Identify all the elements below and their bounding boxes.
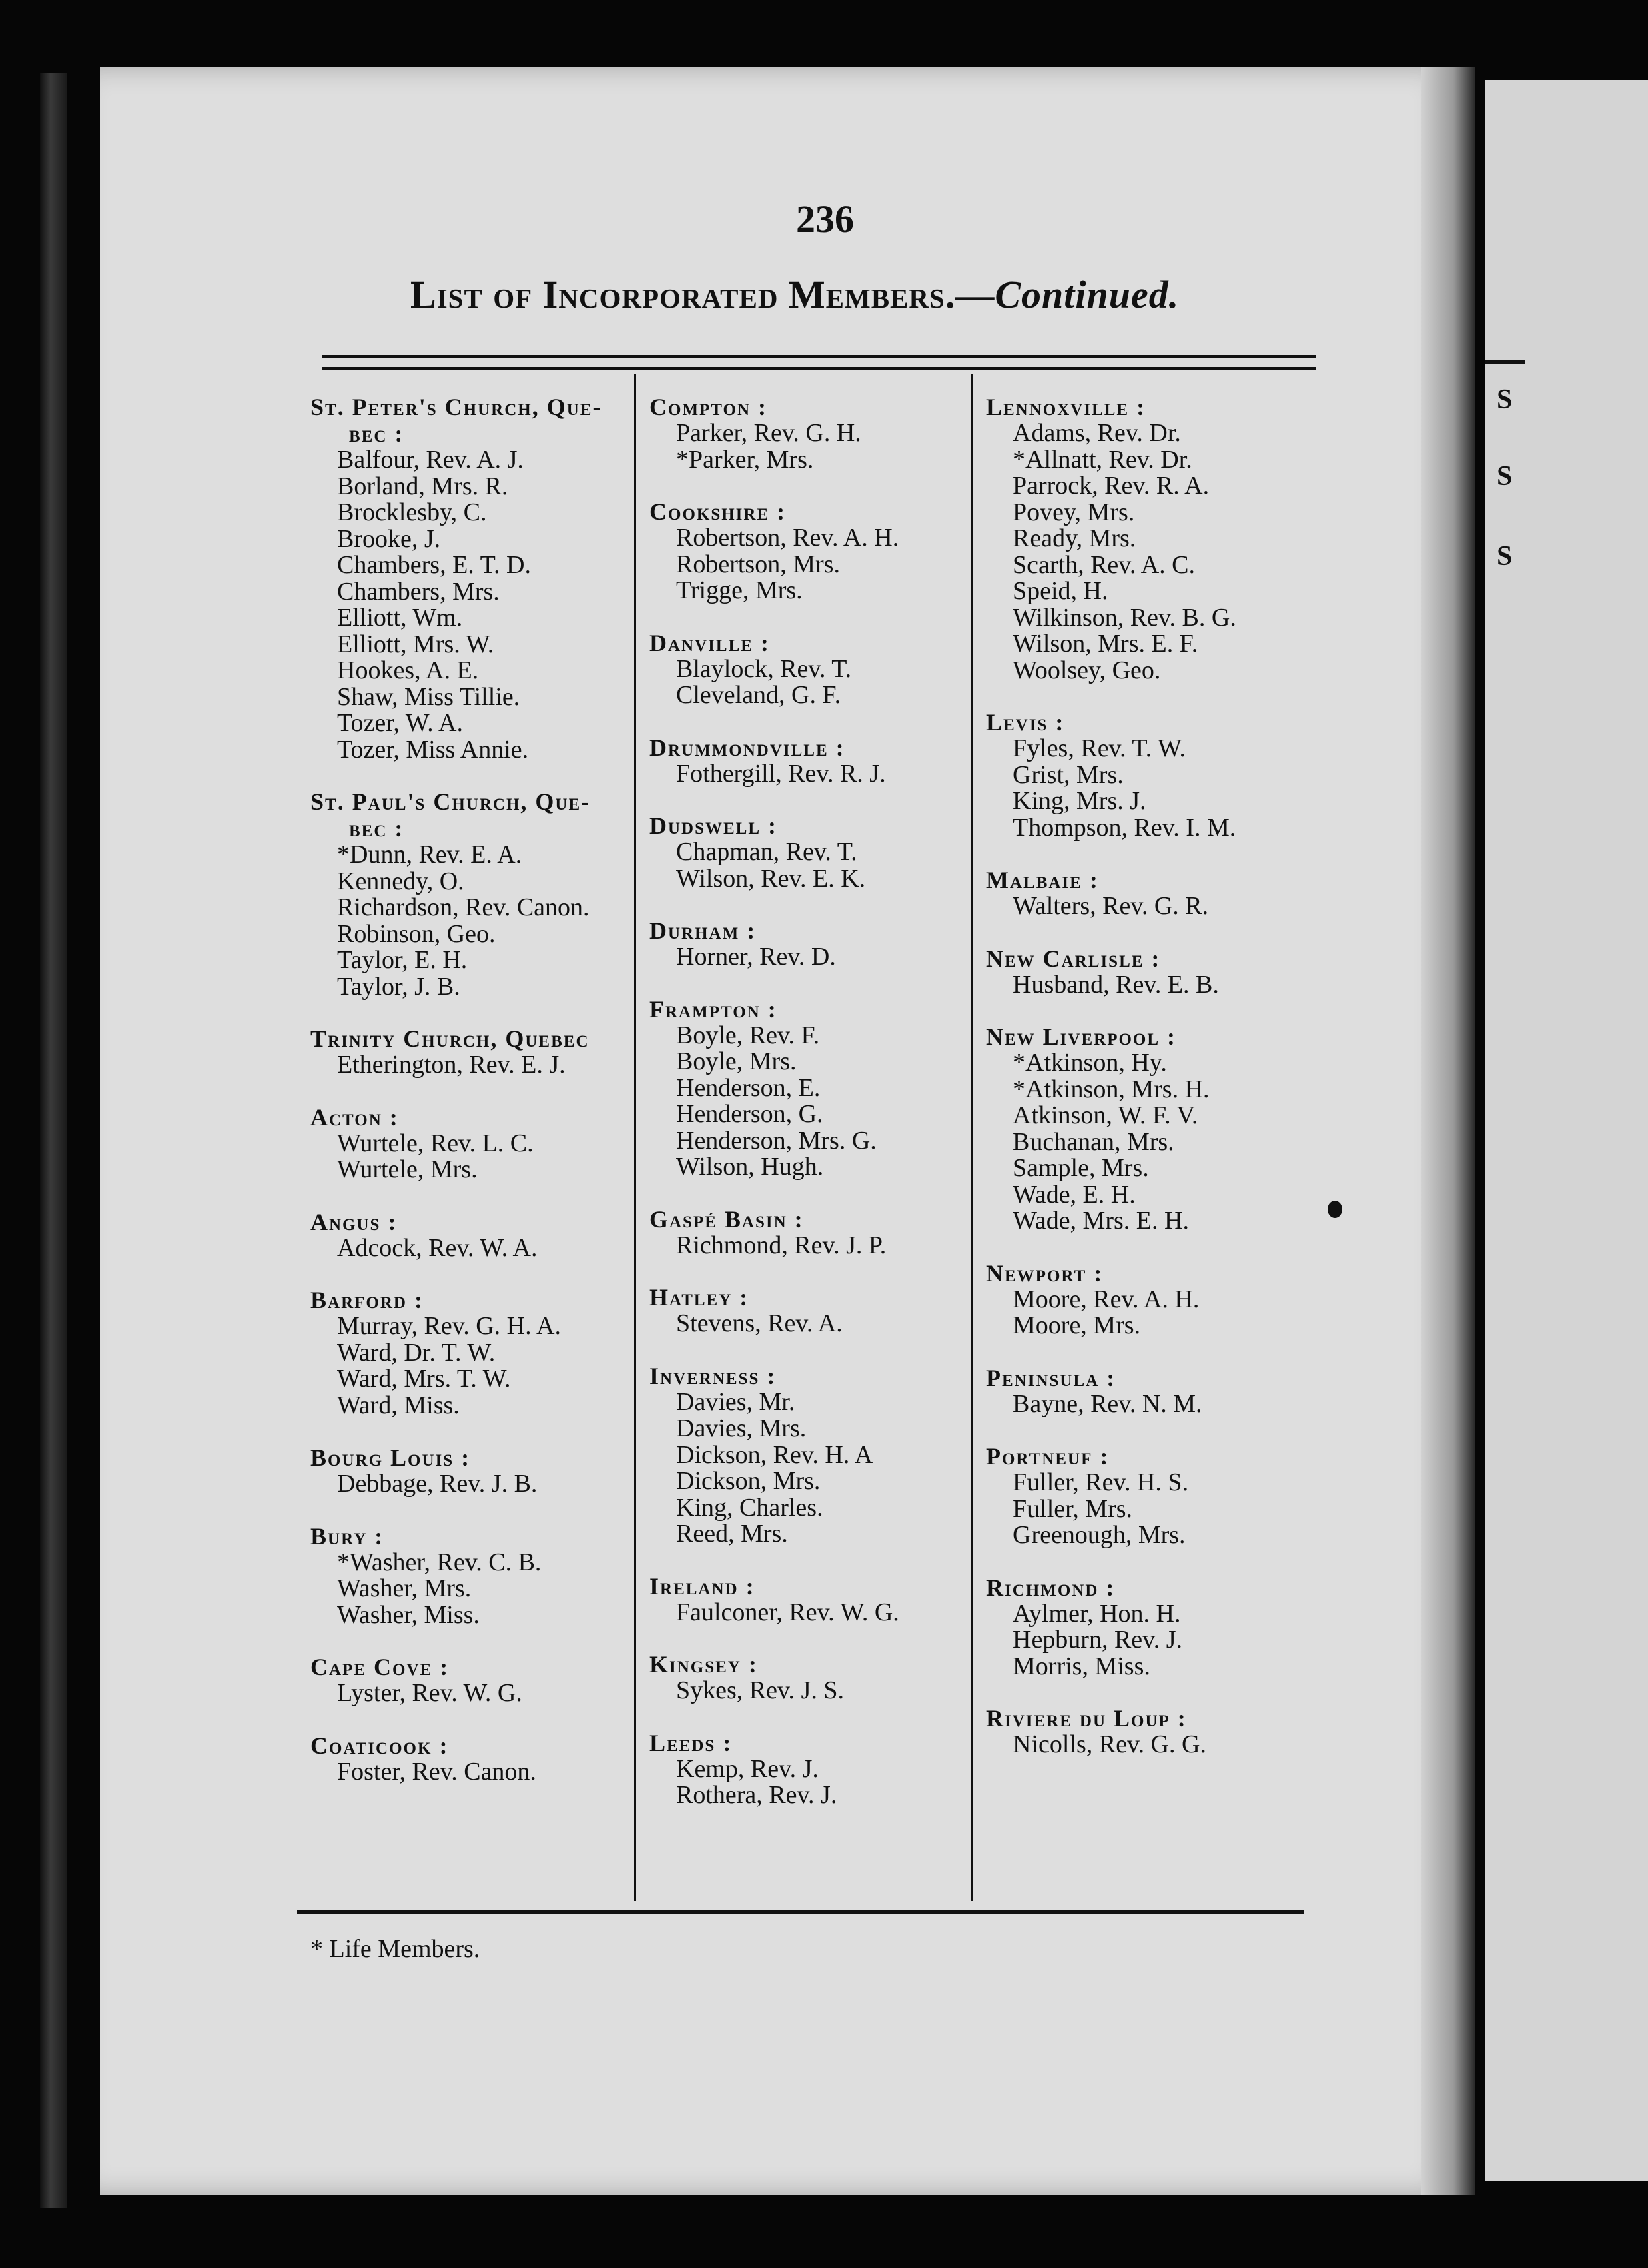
location-heading: Barford : — [310, 1287, 424, 1313]
location-section — [649, 1651, 899, 1704]
member-entry-life: *Washer, Rev. C. B. — [337, 1548, 542, 1576]
location-heading: Malbaie : — [986, 867, 1099, 893]
ink-dot — [1328, 1201, 1342, 1218]
member-entry: Parrock, Rev. R. A. — [1013, 472, 1210, 500]
location-heading: Danville : — [649, 629, 770, 656]
location-heading: Portneuf : — [986, 1443, 1110, 1470]
location-heading: Compton : — [649, 394, 768, 420]
member-entry: Fothergill, Rev. R. J. — [676, 759, 886, 788]
location-section — [986, 394, 1236, 684]
member-entry: Balfour, Rev. A. J. — [337, 446, 524, 474]
member-entry: Kemp, Rev. J. — [676, 1754, 819, 1783]
location-section — [986, 1443, 1236, 1549]
member-entry: Wurtele, Mrs. — [337, 1155, 478, 1183]
member-entry: Ward, Dr. T. W. — [337, 1338, 496, 1367]
member-entry: Bayne, Rev. N. M. — [1013, 1389, 1202, 1418]
location-section — [310, 1209, 602, 1262]
bottom-rule — [297, 1910, 1304, 1914]
location-section — [310, 1654, 602, 1707]
member-entry: Atkinson, W. F. V. — [1013, 1101, 1198, 1129]
member-entry: Sample, Mrs. — [1013, 1154, 1149, 1182]
location-section — [986, 1705, 1236, 1758]
location-heading: Lennoxville : — [986, 394, 1146, 420]
member-entry-life: *Atkinson, Hy. — [1013, 1049, 1167, 1077]
member-entry: Wade, Mrs. E. H. — [1013, 1207, 1189, 1235]
member-entry: Moore, Mrs. — [1013, 1311, 1141, 1339]
member-entry: Husband, Rev. E. B. — [1013, 970, 1219, 999]
column-divider — [634, 374, 636, 1901]
location-heading: St. Peter's Church, Que- — [310, 394, 602, 420]
member-entry: Brooke, J. — [337, 524, 441, 553]
member-entry: Trigge, Mrs. — [676, 576, 803, 604]
member-entry: Ready, Mrs. — [1013, 524, 1136, 552]
member-entry: Chambers, E. T. D. — [337, 551, 531, 579]
scan-edge-left — [40, 73, 67, 2208]
footnote-life-members: * Life Members. — [310, 1935, 480, 1963]
member-entry: Washer, Miss. — [337, 1600, 480, 1629]
member-entry: Brocklesby, C. — [337, 498, 487, 526]
member-entry: King, Mrs. J. — [1013, 787, 1146, 815]
member-entry: Rothera, Rev. J. — [676, 1781, 837, 1809]
location-heading: Bury : — [310, 1522, 384, 1550]
member-entry: Kennedy, O. — [337, 867, 464, 895]
member-entry: Murray, Rev. G. H. A. — [337, 1312, 561, 1340]
member-entry: Moore, Rev. A. H. — [1013, 1285, 1200, 1313]
member-entry: Robertson, Mrs. — [676, 550, 840, 578]
member-entry: Scarth, Rev. A. C. — [1013, 550, 1196, 579]
column-left — [310, 394, 602, 1810]
member-entry: Wilson, Mrs. E. F. — [1013, 630, 1198, 658]
member-entry: Nicolls, Rev. G. G. — [1013, 1730, 1206, 1758]
location-heading: New Liverpool : — [986, 1023, 1177, 1050]
member-entry: Fuller, Rev. H. S. — [1013, 1468, 1189, 1496]
location-section — [649, 1284, 899, 1337]
location-section — [310, 1732, 602, 1786]
member-entry: Shaw, Miss Tillie. — [337, 682, 520, 711]
location-section — [649, 630, 899, 709]
next-page-fragment: S — [1497, 384, 1513, 415]
column-divider — [971, 374, 973, 1901]
member-entry: Parker, Rev. G. H. — [676, 419, 861, 447]
member-entry: Taylor, E. H. — [337, 946, 468, 974]
member-entry: Adcock, Rev. W. A. — [337, 1233, 538, 1262]
location-section — [649, 1363, 899, 1548]
location-section — [649, 498, 899, 604]
member-entry: Foster, Rev. Canon. — [337, 1757, 536, 1786]
location-section — [649, 1573, 899, 1626]
location-section — [649, 1730, 899, 1809]
title-rule — [322, 355, 1316, 370]
member-entry: Dickson, Rev. H. A — [676, 1440, 873, 1469]
member-entry: Henderson, Mrs. G. — [676, 1126, 877, 1155]
member-entry: Ward, Miss. — [337, 1391, 460, 1420]
location-heading: Trinity Church, Quebec — [310, 1025, 590, 1052]
location-heading: Bourg Louis : — [310, 1444, 471, 1471]
member-entry: Robertson, Rev. A. H. — [676, 524, 899, 552]
member-entry: Lyster, Rev. W. G. — [337, 1679, 522, 1707]
next-page-edge — [1485, 80, 1648, 2181]
page-gutter — [1421, 67, 1475, 2195]
member-entry: Speid, H. — [1013, 577, 1108, 605]
member-entry: Woolsey, Geo. — [1013, 656, 1161, 684]
title-main: List of Incorporated Members.— — [410, 273, 995, 316]
member-entry: Cleveland, G. F. — [676, 681, 841, 709]
member-entry: Grist, Mrs. — [1013, 760, 1124, 789]
location-heading: Cape Cove : — [310, 1654, 450, 1680]
location-section — [310, 1104, 602, 1183]
member-entry: Tozer, W. A. — [337, 709, 463, 737]
member-entry: Greenough, Mrs. — [1013, 1521, 1186, 1549]
location-heading-continued: bec : — [349, 420, 404, 447]
member-entry: Stevens, Rev. A. — [676, 1309, 843, 1337]
page-title — [410, 272, 1179, 317]
member-entry: Adams, Rev. Dr. — [1013, 419, 1181, 447]
member-entry: Fuller, Mrs. — [1013, 1494, 1132, 1523]
location-heading: Richmond : — [986, 1574, 1116, 1601]
location-heading: Newport : — [986, 1259, 1104, 1287]
location-section — [310, 788, 602, 1000]
member-entry: Thompson, Rev. I. M. — [1013, 813, 1236, 842]
member-entry-life: *Atkinson, Mrs. H. — [1013, 1075, 1210, 1103]
member-entry: Richmond, Rev. J. P. — [676, 1231, 887, 1259]
member-entry: Debbage, Rev. J. B. — [337, 1470, 538, 1498]
location-heading: New Carlisle : — [986, 945, 1161, 972]
location-section — [986, 945, 1236, 999]
column-right — [986, 394, 1236, 1784]
location-heading: Angus : — [310, 1208, 398, 1235]
member-entry: Elliott, Wm. — [337, 604, 463, 632]
location-section — [649, 917, 899, 971]
member-entry: Wade, E. H. — [1013, 1180, 1136, 1209]
member-entry: Davies, Mr. — [676, 1387, 795, 1416]
member-entry: Wurtele, Rev. L. C. — [337, 1129, 534, 1157]
member-entry: Boyle, Rev. F. — [676, 1021, 820, 1049]
location-section — [649, 1206, 899, 1259]
member-entry: Buchanan, Mrs. — [1013, 1127, 1174, 1156]
member-entry-life: *Dunn, Rev. E. A. — [337, 840, 522, 869]
location-section — [310, 1025, 602, 1079]
location-heading: Acton : — [310, 1103, 399, 1131]
next-page-rule — [1485, 360, 1525, 364]
location-heading: Gaspé Basin : — [649, 1205, 804, 1233]
page-number: 236 — [796, 197, 854, 241]
member-entry: Washer, Mrs. — [337, 1574, 472, 1602]
location-heading: Levis : — [986, 709, 1065, 736]
member-entry: Henderson, G. — [676, 1100, 823, 1128]
member-entry: Wilson, Hugh. — [676, 1153, 824, 1181]
member-entry: Ward, Mrs. T. W. — [337, 1365, 511, 1393]
member-entry: Povey, Mrs. — [1013, 498, 1135, 526]
member-entry: Hepburn, Rev. J. — [1013, 1626, 1182, 1654]
member-entry: Boyle, Mrs. — [676, 1047, 797, 1075]
title-continued: Continued. — [995, 273, 1180, 316]
location-heading: Peninsula : — [986, 1364, 1116, 1391]
member-entry: Robinson, Geo. — [337, 919, 496, 948]
member-entry: Hookes, A. E. — [337, 656, 479, 684]
location-heading: Inverness : — [649, 1362, 777, 1389]
member-entry: Tozer, Miss Annie. — [337, 735, 529, 764]
location-heading: Kingsey : — [649, 1651, 758, 1678]
location-heading: Hatley : — [649, 1284, 749, 1311]
next-page-fragment: S — [1497, 541, 1513, 572]
location-section — [649, 812, 899, 892]
member-entry: Morris, Miss. — [1013, 1652, 1150, 1680]
location-section — [649, 996, 899, 1181]
location-section — [986, 867, 1236, 920]
member-entry: Aylmer, Hon. H. — [1013, 1599, 1181, 1628]
member-entry: Chapman, Rev. T. — [676, 838, 857, 866]
location-heading: Riviere du Loup : — [986, 1705, 1187, 1732]
location-section — [310, 1523, 602, 1629]
member-entry-life: *Parker, Mrs. — [676, 445, 814, 474]
location-heading: Frampton : — [649, 995, 777, 1023]
member-entry: Horner, Rev. D. — [676, 943, 836, 971]
member-entry: King, Charles. — [676, 1493, 823, 1522]
location-section — [986, 1260, 1236, 1339]
member-entry: Walters, Rev. G. R. — [1013, 892, 1209, 920]
member-entry: Borland, Mrs. R. — [337, 472, 508, 500]
member-entry: Faulconer, Rev. W. G. — [676, 1598, 899, 1626]
member-entry-life: *Allnatt, Rev. Dr. — [1013, 445, 1192, 474]
location-section — [310, 1444, 602, 1498]
location-heading: Leeds : — [649, 1729, 733, 1756]
member-entry: Richardson, Rev. Canon. — [337, 893, 590, 921]
member-entry: Etherington, Rev. E. J. — [337, 1051, 566, 1079]
member-entry: Reed, Mrs. — [676, 1520, 788, 1548]
location-section — [649, 734, 899, 788]
location-heading: St. Paul's Church, Que- — [310, 788, 591, 815]
location-heading-continued: bec : — [349, 815, 404, 842]
member-entry: Chambers, Mrs. — [337, 577, 500, 606]
member-entry: Sykes, Rev. J. S. — [676, 1676, 844, 1704]
location-heading: Coaticook : — [310, 1732, 449, 1759]
member-entry: Wilkinson, Rev. B. G. — [1013, 603, 1236, 632]
location-section — [649, 394, 899, 473]
location-section — [986, 1023, 1236, 1235]
location-heading: Dudswell : — [649, 812, 778, 839]
location-heading: Cookshire : — [649, 498, 787, 525]
column-middle — [649, 394, 899, 1834]
member-entry: Wilson, Rev. E. K. — [676, 864, 866, 893]
location-section — [986, 709, 1236, 841]
member-entry: Blaylock, Rev. T. — [676, 654, 852, 683]
location-section — [310, 394, 602, 763]
member-entry: Taylor, J. B. — [337, 972, 460, 1001]
member-entry: Henderson, E. — [676, 1073, 821, 1102]
location-heading: Durham : — [649, 917, 757, 944]
location-section — [986, 1365, 1236, 1418]
member-entry: Davies, Mrs. — [676, 1414, 807, 1442]
location-heading: Drummondville : — [649, 734, 845, 761]
location-section — [986, 1574, 1236, 1680]
member-entry: Dickson, Mrs. — [676, 1467, 821, 1495]
member-entry: Elliott, Mrs. W. — [337, 630, 494, 658]
next-page-fragment: S — [1497, 461, 1513, 492]
location-heading: Ireland : — [649, 1572, 755, 1600]
location-section — [310, 1287, 602, 1419]
member-entry: Fyles, Rev. T. W. — [1013, 734, 1186, 762]
